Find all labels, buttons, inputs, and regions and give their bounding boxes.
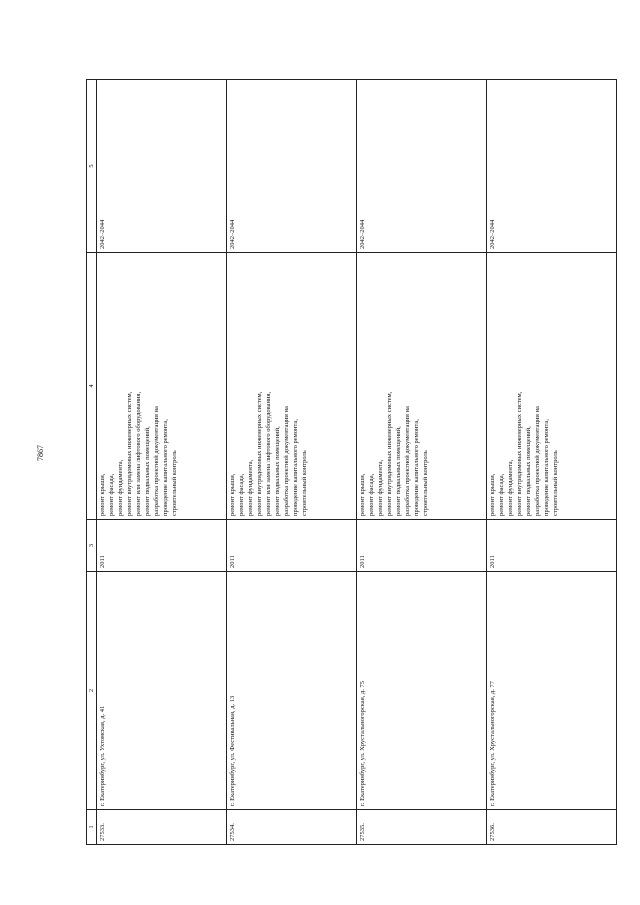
year-cell: 2011	[487, 520, 617, 572]
work-item: ремонт внутридомовых инженерных систем,	[256, 391, 263, 516]
address-cell: г. Екатеринбург, ул. Фестивальная, д. 13	[227, 572, 357, 810]
row-number: 27536.	[487, 810, 617, 845]
work-item: строительный контроль	[171, 450, 178, 516]
work-item: проведение капитального ремонта,	[543, 419, 550, 516]
works-cell	[487, 253, 617, 520]
work-item: строительный контроль	[301, 450, 308, 516]
work-item: ремонт крыши,	[229, 473, 236, 516]
column-header: 4	[87, 253, 97, 520]
column-header: 5	[87, 80, 97, 253]
work-item: проведение капитального ремонта,	[162, 419, 169, 516]
column-header: 3	[87, 520, 97, 572]
work-item: ремонт или замена лифтового оборудования,	[265, 391, 272, 516]
address-cell: г. Екатеринбург, ул. Хрустальногорская, д. 75	[357, 572, 487, 810]
works-cell	[357, 253, 487, 520]
work-item: ремонт фасада,	[238, 473, 245, 516]
work-item: ремонт фасада,	[498, 473, 505, 516]
period-cell: 2042–2044	[97, 80, 227, 253]
work-item: ремонт подвальных помещений,	[274, 426, 281, 516]
work-item: строительный контроль	[552, 450, 559, 516]
work-item: проведение капитального ремонта,	[292, 419, 299, 516]
work-item: разработка проектной документации на	[404, 406, 411, 516]
work-item: строительный контроль	[422, 450, 429, 516]
period-cell: 2042–2044	[227, 80, 357, 253]
work-item: ремонт фасада,	[108, 473, 115, 516]
page-number: 7867	[36, 445, 45, 461]
row-number: 27533.	[97, 810, 227, 845]
address-cell: г. Екатеринбург, ул. Хрустальногорская, д. 77	[487, 572, 617, 810]
table-row	[357, 80, 487, 845]
work-item: ремонт крыши,	[359, 473, 366, 516]
work-item: ремонт крыши,	[99, 473, 106, 516]
work-item: ремонт внутридомовых инженерных систем,	[516, 391, 523, 516]
works-cell	[97, 253, 227, 520]
work-item: ремонт подвальных помещений,	[395, 426, 402, 516]
column-header: 1	[87, 810, 97, 845]
work-item: ремонт фундамента,	[247, 459, 254, 516]
year-cell: 2011	[357, 520, 487, 572]
work-item: ремонт внутридомовых инженерных систем,	[126, 391, 133, 516]
table-row	[227, 80, 357, 845]
work-item: ремонт крыши,	[489, 473, 496, 516]
repair-schedule-table	[86, 79, 617, 845]
address-cell: г. Екатеринбург, ул. Ухтомская, д. 41	[97, 572, 227, 810]
year-cell: 2011	[97, 520, 227, 572]
period-cell: 2042–2044	[487, 80, 617, 253]
column-header: 2	[87, 572, 97, 810]
period-cell: 2042–2044	[357, 80, 487, 253]
work-item: разработка проектной документации на	[534, 406, 541, 516]
work-item: разработка проектной документации на	[153, 406, 160, 516]
table-row	[97, 80, 227, 845]
row-number: 27535.	[357, 810, 487, 845]
work-item: ремонт фасада,	[368, 473, 375, 516]
work-item: ремонт подвальных помещений,	[525, 426, 532, 516]
works-cell	[227, 253, 357, 520]
table-row	[487, 80, 617, 845]
row-number: 27534.	[227, 810, 357, 845]
work-item: разработка проектной документации на	[283, 406, 290, 516]
work-item: ремонт или замена лифтового оборудования,	[135, 391, 142, 516]
column-number-row	[87, 80, 97, 845]
work-item: проведение капитального ремонта,	[413, 419, 420, 516]
work-item: ремонт внутридомовых инженерных систем,	[386, 391, 393, 516]
work-item: ремонт фундамента,	[507, 459, 514, 516]
work-item: ремонт фундамента,	[377, 459, 384, 516]
table-container	[86, 80, 561, 845]
work-item: ремонт фундамента,	[117, 459, 124, 516]
year-cell: 2011	[227, 520, 357, 572]
work-item: ремонт подвальных помещений,	[144, 426, 151, 516]
rotated-sheet	[86, 80, 561, 845]
